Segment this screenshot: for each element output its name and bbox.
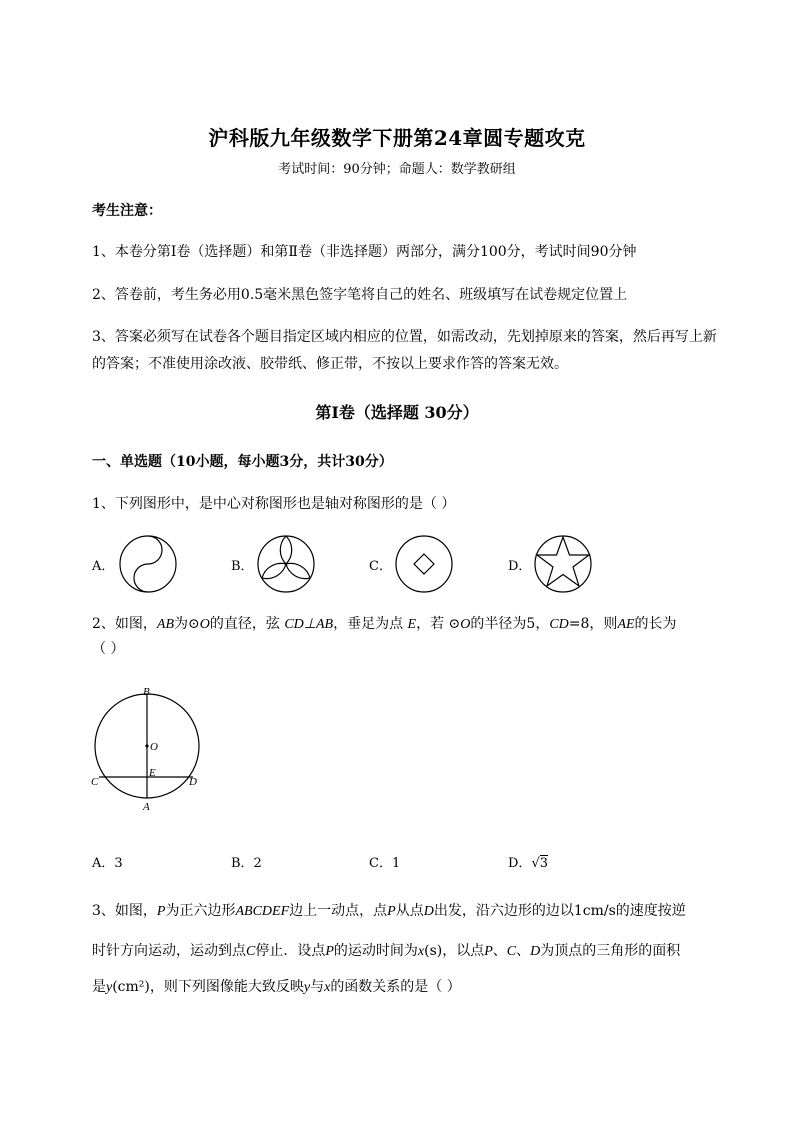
notice-item-1: 1、本卷分第I卷（选择题）和第Ⅱ卷（非选择题）两部分，满分100分，考试时间90分钟 bbox=[92, 244, 637, 260]
label-d: D bbox=[189, 776, 197, 788]
label-e: E bbox=[149, 767, 156, 779]
q3-stem-line1: 3、如图，P为正六边形ABCDEF边上一动点，点P从点D出发，沿六边形的边以1cm/s的速度按逆 bbox=[92, 903, 686, 919]
q1-option-c-figure bbox=[393, 533, 455, 595]
label-b: B bbox=[143, 686, 150, 698]
q1-option-a-figure bbox=[117, 533, 179, 595]
label-o: O bbox=[150, 741, 158, 753]
q2-option-b: B．2 bbox=[231, 856, 262, 871]
q3-stem-line2: 时针方向运动，运动到点C停止．设点P的运动时间为x(s)，以点P、C、D为顶点的三角形的面积 bbox=[92, 943, 681, 959]
sqrt-symbol: √ bbox=[531, 856, 540, 871]
exam-info: 考试时间：90分钟；命题人：数学教研组 bbox=[278, 162, 516, 177]
page-title: 沪科版九年级数学下册第24章圆专题攻克 bbox=[208, 126, 586, 150]
notice-item-2: 2、答卷前，考生务必用0.5毫米黑色签字笔将自己的姓名、班级填写在试卷规定位置上 bbox=[92, 287, 628, 303]
q1-option-d-figure bbox=[532, 533, 594, 595]
notice-heading: 考生注意： bbox=[92, 203, 162, 219]
section-title: 第I卷（选择题 30分） bbox=[315, 403, 479, 422]
q1-option-c-label: C． bbox=[369, 559, 392, 574]
notice-item-3-cont: 的答案；不准使用涂改液、胶带纸、修正带，不按以上要求作答的答案无效。 bbox=[92, 356, 568, 372]
q2-stem: 2、如图，AB为⊙O的直径，弦 CD⊥AB，垂足为点 E，若 ⊙O的半径为5，CD=8，则AE的长为 bbox=[92, 616, 677, 632]
q1-option-b-figure bbox=[255, 533, 317, 595]
notice-item-3: 3、答案必须写在试卷各个题目指定区域内相应的位置，如需改动，先划掉原来的答案，然后再写上新 bbox=[92, 329, 717, 345]
q2-option-c: C．1 bbox=[369, 856, 401, 871]
q1-option-a-label: A． bbox=[92, 559, 115, 574]
q2-stem-cont: （ ） bbox=[92, 641, 125, 657]
label-c: C bbox=[91, 776, 99, 788]
q1-option-b-label: B． bbox=[231, 559, 254, 574]
q1-stem: 1、下列图形中，是中心对称图形也是轴对称图形的是（ ） bbox=[92, 496, 456, 512]
q1-option-d-label: D． bbox=[508, 559, 532, 574]
q2-circle-figure bbox=[88, 684, 213, 814]
q2-option-d: D．√3 bbox=[508, 856, 549, 871]
label-a: A bbox=[143, 801, 150, 813]
q2-option-a: A．3 bbox=[92, 856, 123, 871]
part-heading: 一、单选题（10小题，每小题3分，共计30分） bbox=[92, 454, 393, 470]
q3-stem-line3: 是y(cm²)，则下列图像能大致反映y与x的函数关系的是（ ） bbox=[92, 979, 461, 995]
